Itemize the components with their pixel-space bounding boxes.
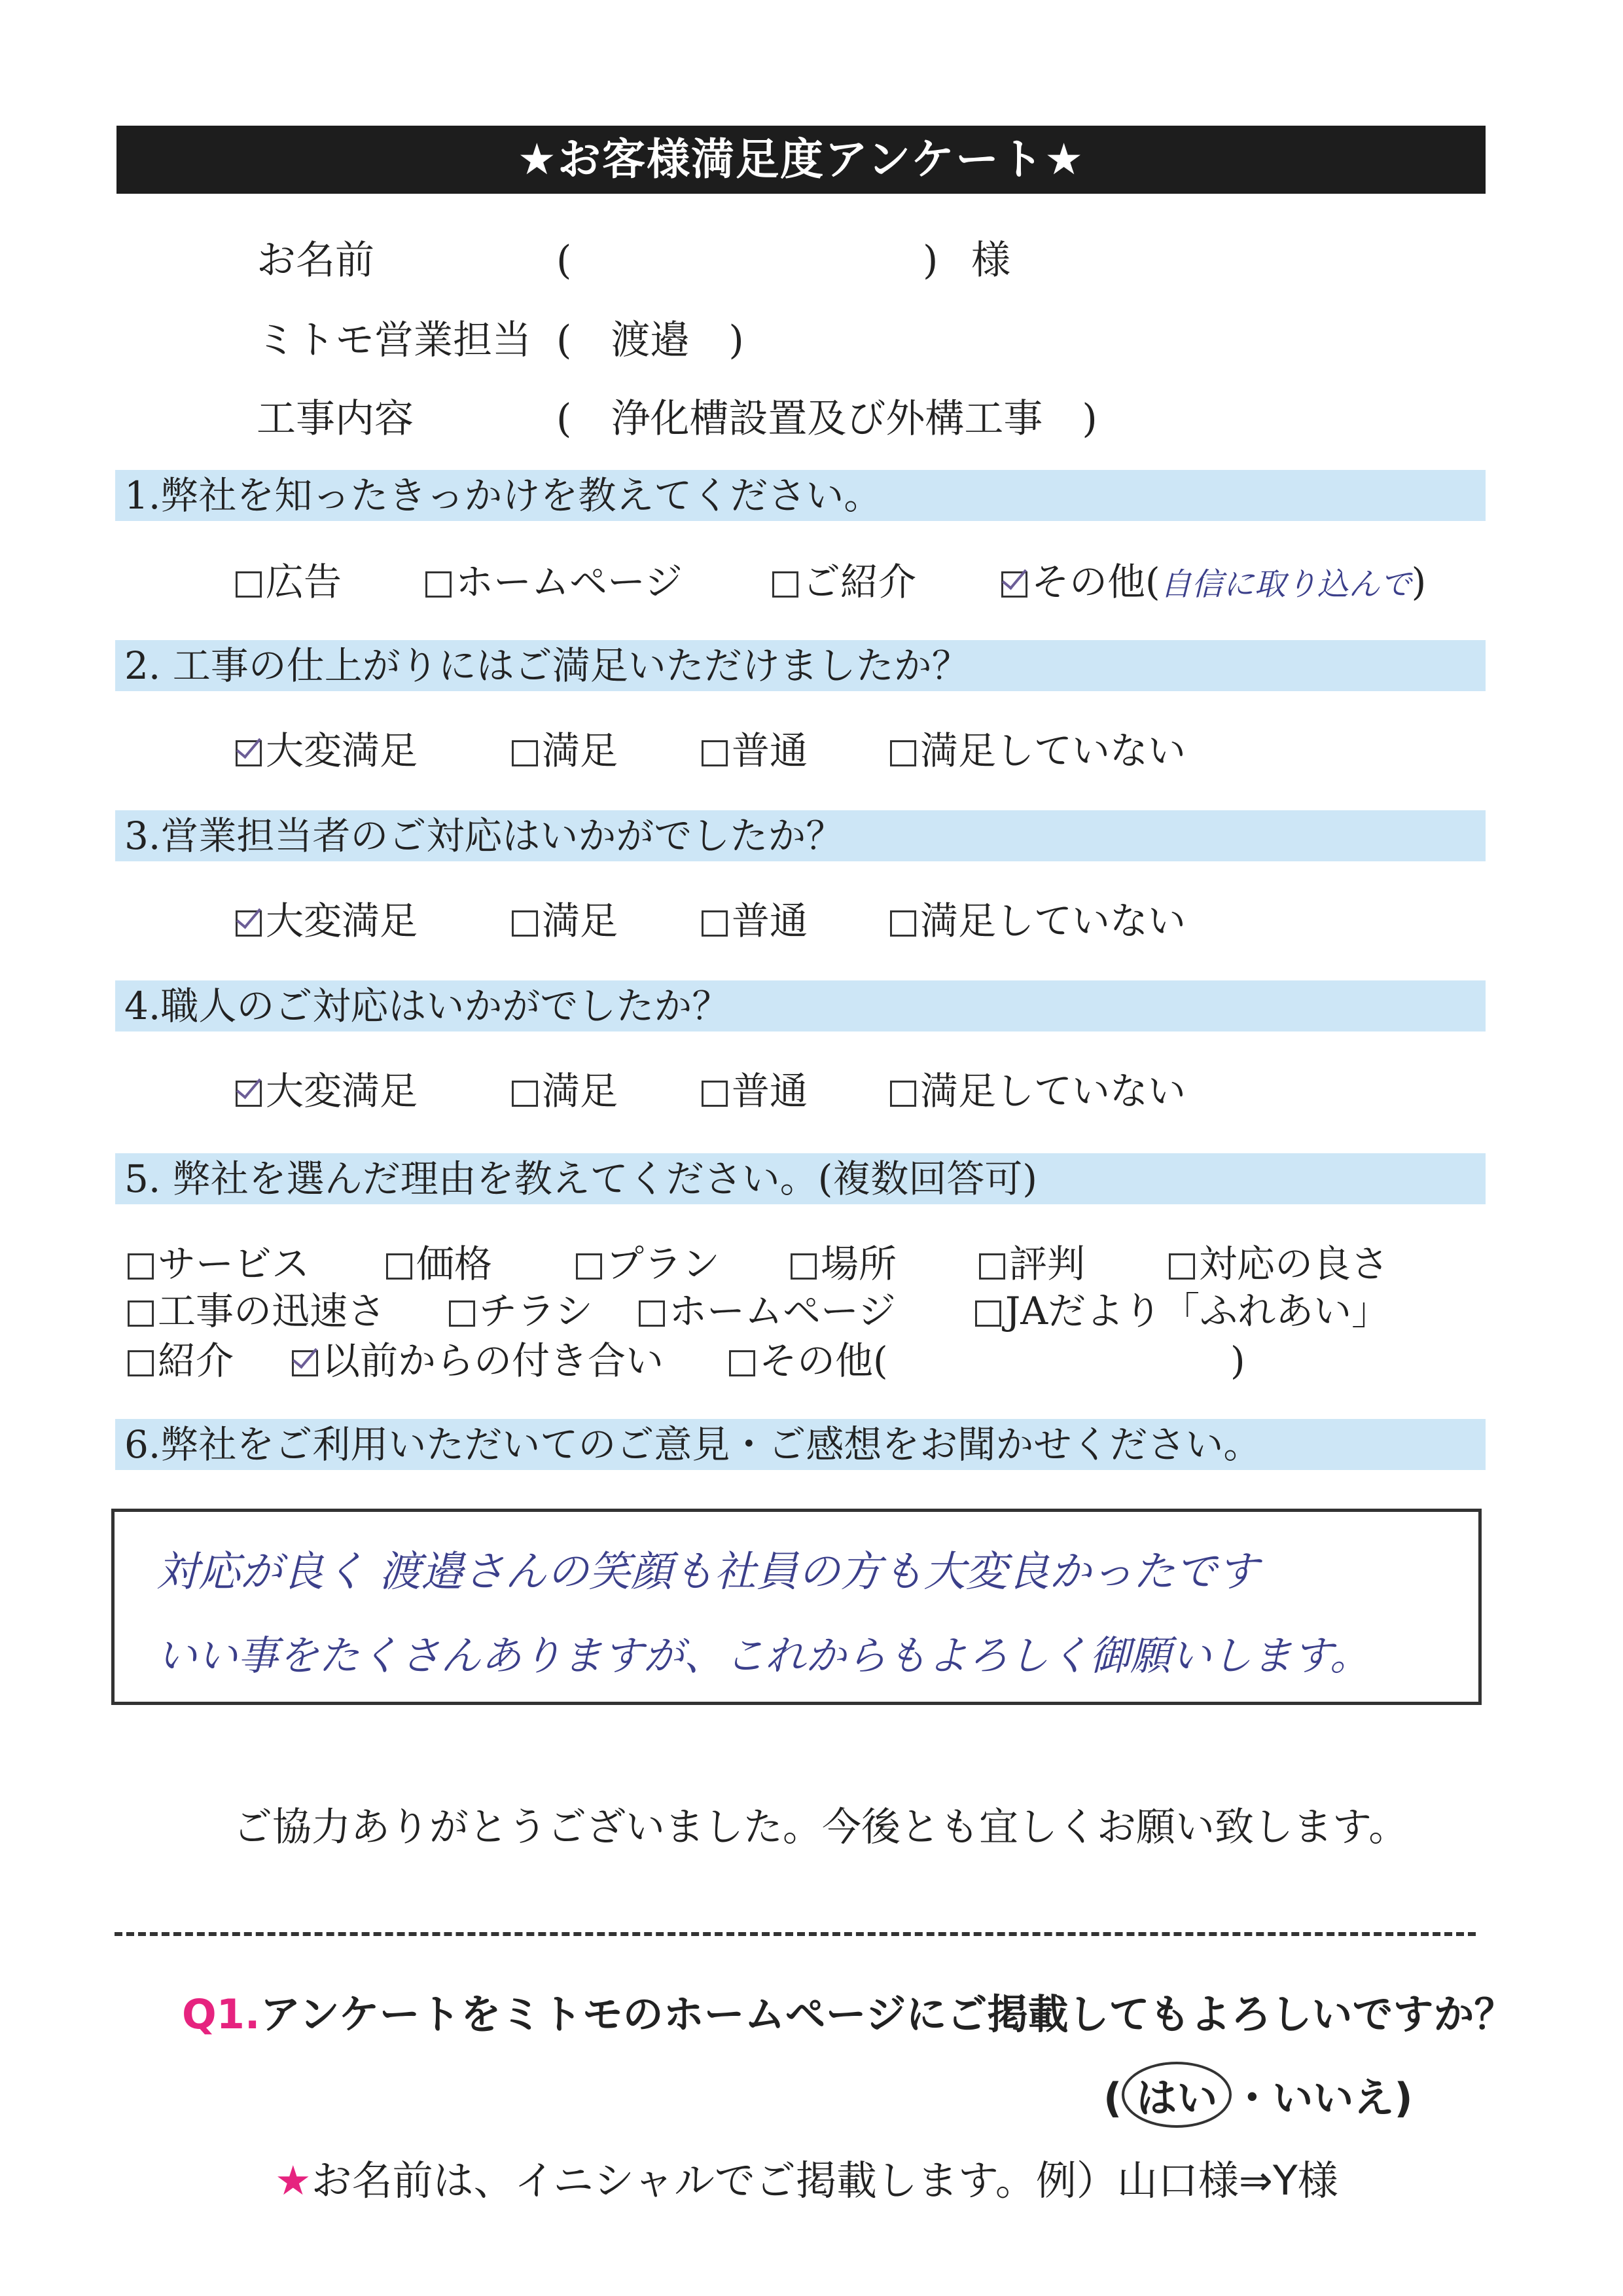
comment-line-2: いい事をたくさんありますが、これからもよろしく御願いします。: [156, 1632, 1371, 1679]
q1-option-homepage[interactable]: ホームページ: [425, 562, 683, 602]
thanks-message: ご協力ありがとうございました。今後とも宜しくお願い致します。: [233, 1804, 1408, 1850]
q4-option-very-satisfied[interactable]: 大変満足: [236, 1071, 418, 1111]
permission-question-text: アンケートをミトモのホームページにご掲載してもよろしいですか？: [260, 1990, 1515, 2038]
comment-box[interactable]: [111, 1509, 1482, 1705]
q3-option-satisfied[interactable]: 満足: [512, 901, 618, 941]
comment-line-1: 対応が良く 渡邉さんの笑顔も社員の方も大変良かったです: [156, 1548, 1259, 1596]
footer-note: [275, 2148, 1338, 2206]
name-suffix: 様: [971, 238, 1010, 283]
question-3: 3.営業担当者のご対応はいかがでしたか？: [115, 810, 1486, 861]
question-2: 2. 工事の仕上がりにはご満足いただけましたか？: [115, 640, 1486, 691]
q2-option-not-satisfied[interactable]: 満足していない: [890, 730, 1186, 771]
cut-line: [115, 1932, 1476, 1936]
checkbox-icon[interactable]: [128, 1350, 154, 1376]
q5-option-location[interactable]: 場所: [791, 1244, 897, 1284]
question-4: 4.職人のご対応はいかがでしたか？: [115, 980, 1486, 1031]
q4-option-normal[interactable]: 普通: [702, 1071, 808, 1111]
checkbox-checked-icon[interactable]: [236, 1081, 262, 1107]
q5-other-close-paren: ): [1230, 1338, 1245, 1383]
q1-option-other[interactable]: その他(自信に取り込んで): [1001, 562, 1426, 605]
q5-option-existing-relationship[interactable]: 以前からの付き合い: [292, 1340, 664, 1381]
q3-option-not-satisfied[interactable]: 満足していない: [890, 901, 1186, 941]
checkbox-checked-icon[interactable]: [236, 910, 262, 937]
q3-option-normal[interactable]: 普通: [702, 901, 808, 941]
footer-note-text: お名前は、イニシャルでご掲載します。例）山口様⇒Y様: [311, 2157, 1338, 2204]
q2-option-very-satisfied[interactable]: 大変満足: [236, 730, 418, 771]
q5-option-flyer[interactable]: チラシ: [449, 1291, 593, 1331]
checkbox-icon[interactable]: [975, 1300, 1001, 1327]
permission-question: [182, 1982, 1514, 2040]
checkbox-icon[interactable]: [128, 1300, 154, 1327]
q5-option-reputation[interactable]: 評判: [979, 1244, 1085, 1284]
q1-option-referral[interactable]: ご紹介: [772, 562, 916, 602]
work-label: 工事内容: [257, 396, 414, 442]
work-value: ( 浄化槽設置及び外構工事 ): [556, 396, 1097, 442]
star-icon: ★: [275, 2157, 312, 2204]
permission-prefix: Q1.: [182, 1990, 260, 2038]
checkbox-icon[interactable]: [576, 1253, 602, 1280]
checkbox-icon[interactable]: [979, 1253, 1005, 1280]
checkbox-icon[interactable]: [425, 571, 452, 598]
q5-option-plan[interactable]: プラン: [576, 1244, 720, 1284]
checkbox-icon[interactable]: [729, 1350, 755, 1376]
checkbox-icon[interactable]: [512, 740, 538, 766]
checkbox-icon[interactable]: [639, 1300, 665, 1327]
checkbox-icon[interactable]: [386, 1253, 412, 1280]
q4-option-satisfied[interactable]: 満足: [512, 1071, 618, 1111]
checkbox-icon[interactable]: [890, 1081, 916, 1107]
answer-no[interactable]: いいえ: [1272, 2074, 1395, 2122]
q5-option-service[interactable]: サービス: [128, 1244, 310, 1284]
q5-option-other[interactable]: その他(: [729, 1340, 888, 1381]
permission-answer: ( はい ・いいえ): [1103, 2062, 1413, 2128]
q1-option-ad[interactable]: 広告: [236, 562, 342, 602]
q4-option-not-satisfied[interactable]: 満足していない: [890, 1071, 1186, 1111]
name-close-paren: ): [923, 238, 938, 283]
q5-option-referral[interactable]: 紹介: [128, 1340, 234, 1381]
name-field[interactable]: [582, 236, 910, 281]
q5-option-homepage[interactable]: ホームページ: [639, 1291, 896, 1331]
checkbox-icon[interactable]: [512, 1081, 538, 1107]
q5-option-good-service[interactable]: 対応の良さ: [1169, 1244, 1389, 1284]
q5-option-ja-newsletter[interactable]: JAだより「ふれあい」: [975, 1291, 1389, 1331]
checkbox-icon[interactable]: [890, 740, 916, 766]
q3-option-very-satisfied[interactable]: 大変満足: [236, 901, 418, 941]
checkbox-icon[interactable]: [772, 571, 798, 598]
q1-other-handwritten: 自信に取り込んで: [1160, 566, 1412, 603]
question-6: 6.弊社をご利用いただいてのご意見・ご感想をお聞かせください。: [115, 1419, 1486, 1470]
checkbox-icon[interactable]: [702, 910, 728, 937]
checkbox-checked-icon[interactable]: [292, 1350, 318, 1376]
question-1: 1.弊社を知ったきっかけを教えてください。: [115, 470, 1486, 521]
name-open-paren: (: [556, 238, 572, 283]
checkbox-checked-icon[interactable]: [236, 740, 262, 766]
checkbox-icon[interactable]: [128, 1253, 154, 1280]
checkbox-icon[interactable]: [702, 740, 728, 766]
q2-option-satisfied[interactable]: 満足: [512, 730, 618, 771]
rep-value: ( 渡邉 ): [556, 317, 744, 363]
name-label: お名前: [257, 238, 374, 283]
q5-option-speed[interactable]: 工事の迅速さ: [128, 1291, 385, 1331]
checkbox-icon[interactable]: [890, 910, 916, 937]
checkbox-icon[interactable]: [1169, 1253, 1195, 1280]
checkbox-checked-icon[interactable]: [1001, 571, 1027, 598]
q5-option-price[interactable]: 価格: [386, 1244, 492, 1284]
checkbox-icon[interactable]: [512, 910, 538, 937]
checkbox-icon[interactable]: [236, 571, 262, 598]
q2-option-normal[interactable]: 普通: [702, 730, 808, 771]
survey-title: ★お客様満足度アンケート★: [116, 126, 1486, 194]
question-5: 5. 弊社を選んだ理由を教えてください。(複数回答可): [115, 1153, 1486, 1204]
answer-yes[interactable]: はい: [1122, 2062, 1232, 2128]
checkbox-icon[interactable]: [449, 1300, 475, 1327]
rep-label: ミトモ営業担当: [257, 317, 531, 363]
checkbox-icon[interactable]: [702, 1081, 728, 1107]
checkbox-icon[interactable]: [791, 1253, 817, 1280]
